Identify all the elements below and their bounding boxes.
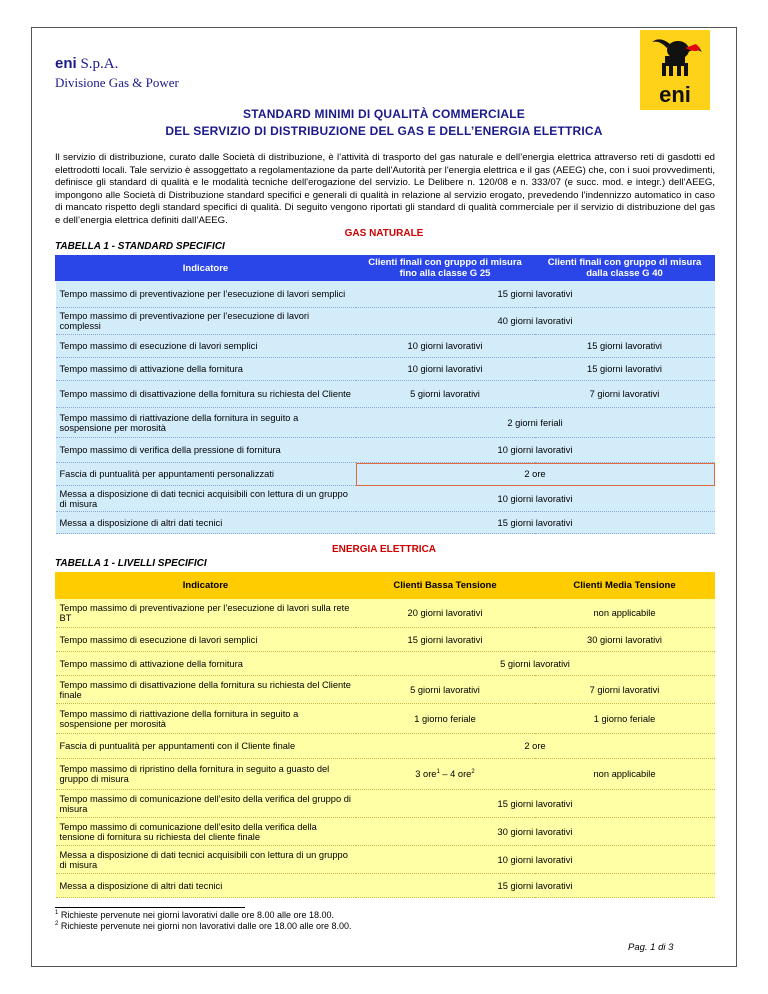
- division-name: Divisione Gas & Power: [55, 75, 179, 90]
- intro-paragraph: Il servizio di distribuzione, curato dalle Società di distribuzione, è l’attività di trasporto del gas naturale e dell’energia elettrica attraverso reti di gasdotti ed elettrodotti locali. Tale servizio è assoggettato a regolamentazione da parte dell'Autorità per l'energia elettrica e il gas (AEEG) che, con i suoi provvedimenti, definisce gli standard di qualità e le modalità tecniche dell'erogazione del servizio. Le Delibere n. 120/08 e n. 333/07 (e succ. mod. e integr.) dell’AEEG, impongono alle Società di Distribuzione standard specifici e generali di qualità in relazione al servizio erogato, prevedendo l’indennizzo automatico in caso di mancato rispetto degli standard specifici di qualità. Di seguito vengono riportati gli standard di qualità commerciale per il servizio di distribuzione del gas e dell’energia elettrica definiti dall’AEEG.: [55, 152, 715, 226]
- doc-title-line2: DEL SERVIZIO DI DISTRIBUZIONE DEL GAS E DELL’ENERGIA ELETTRICA: [165, 124, 603, 138]
- row-value-a: 5 giorni lavorativi: [356, 676, 535, 704]
- table-row: [56, 486, 715, 512]
- gas-table-title: TABELLA 1 - STANDARD SPECIFICI: [55, 241, 225, 252]
- row-value-b: 30 giorni lavorativi: [535, 628, 715, 652]
- row-label: Fascia di puntualità per appuntamenti con il Cliente finale: [56, 734, 356, 759]
- table-row: [56, 512, 715, 534]
- row-label: Tempo massimo di attivazione della fornitura: [56, 358, 356, 381]
- row-label: Tempo massimo di riattivazione della fornitura in seguito a sospensione per morosità: [56, 408, 356, 438]
- row-value-a: 15 giorni lavorativi: [356, 628, 535, 652]
- row-label: Tempo massimo di esecuzione di lavori semplici: [56, 628, 356, 652]
- table-row: [56, 818, 715, 846]
- row-value: 2 giorni feriali: [356, 408, 715, 438]
- company-name: eni S.p.A.: [55, 55, 119, 72]
- table-row: [56, 628, 715, 652]
- table-row: [56, 408, 715, 438]
- table-row: [56, 759, 715, 790]
- page-number: Pag. 1 di 3: [628, 942, 674, 953]
- gas-header-g25: Clienti finali con gruppo di misura fino alla classe G 25: [356, 256, 535, 281]
- row-value: 2 ore: [356, 734, 715, 759]
- el-header-bt: Clienti Bassa Tensione: [356, 573, 535, 599]
- row-value-b: non applicabile: [535, 759, 715, 790]
- table-row: [56, 652, 715, 676]
- gas-section-title: GAS NATURALE: [344, 228, 424, 239]
- el-header-indicator: Indicatore: [56, 573, 356, 599]
- row-value: 15 giorni lavorativi: [356, 874, 715, 898]
- row-label: Tempo massimo di esecuzione di lavori semplici: [56, 335, 356, 358]
- row-value-b: 15 giorni lavorativi: [535, 358, 715, 381]
- table-row: [56, 358, 715, 381]
- row-label: Tempo massimo di preventivazione per l’esecuzione di lavori sulla rete BT: [56, 599, 356, 628]
- row-value-a: 1 giorno feriale: [356, 704, 535, 734]
- electric-table-title: TABELLA 1 - LIVELLI SPECIFICI: [55, 558, 207, 569]
- row-value: 15 giorni lavorativi: [356, 281, 715, 308]
- row-label: Messa a disposizione di altri dati tecnici: [56, 874, 356, 898]
- gas-standards-table: [55, 255, 715, 534]
- table-row: [56, 281, 715, 308]
- table-row: [56, 381, 715, 408]
- row-value-a: 3 ore$^1$ – 4 ore$^2$: [356, 759, 535, 790]
- row-value-b: 7 giorni lavorativi: [535, 676, 715, 704]
- table-row: [56, 308, 715, 335]
- table-row: [56, 734, 715, 759]
- row-value: 5 giorni lavorativi: [356, 652, 715, 676]
- table-row: [56, 599, 715, 628]
- row-value: 15 giorni lavorativi: [356, 790, 715, 818]
- row-value: 10 giorni lavorativi: [356, 438, 715, 463]
- row-label: Tempo massimo di disattivazione della fornitura su richiesta del Cliente: [56, 381, 356, 408]
- svg-text:eni: eni: [659, 82, 691, 107]
- eni-logo: [640, 30, 710, 110]
- row-label: Tempo massimo di ripristino della fornitura in seguito a guasto del gruppo di misura: [56, 759, 356, 790]
- table-row: [56, 704, 715, 734]
- row-value-a: 10 giorni lavorativi: [356, 335, 535, 358]
- row-value-b: 15 giorni lavorativi: [535, 335, 715, 358]
- gas-header-indicator: Indicatore: [56, 256, 356, 281]
- row-value: 30 giorni lavorativi: [356, 818, 715, 846]
- row-label: Tempo massimo di disattivazione della fornitura su richiesta del Cliente finale: [56, 676, 356, 704]
- row-value: 10 giorni lavorativi: [356, 486, 715, 512]
- row-value: 15 giorni lavorativi: [356, 512, 715, 534]
- row-value-a: 10 giorni lavorativi: [356, 358, 535, 381]
- row-label: Tempo massimo di riattivazione della fornitura in seguito a sospensione per morosità: [56, 704, 356, 734]
- footnote-1: $^1$ Richieste pervenute nei giorni lavorativi dalle ore 8.00 alle ore 18.00.: [55, 910, 335, 920]
- footnote-2: $^2$ Richieste pervenute nei giorni non lavorativi dalle ore 18.00 alle ore 8.00.: [55, 921, 352, 931]
- row-value: 40 giorni lavorativi: [356, 308, 715, 335]
- footnote-divider: [55, 907, 245, 908]
- row-value-b: non applicabile: [535, 599, 715, 628]
- table-row: [56, 676, 715, 704]
- row-label: Tempo massimo di attivazione della fornitura: [56, 652, 356, 676]
- table-row: [56, 438, 715, 463]
- table-row: [56, 463, 715, 486]
- el-header-mt: Clienti Media Tensione: [535, 573, 715, 599]
- row-value-a: 5 giorni lavorativi: [356, 381, 535, 408]
- row-label: Fascia di puntualità per appuntamenti personalizzati: [56, 463, 356, 486]
- table-row: [56, 846, 715, 874]
- gas-header-g40: Clienti finali con gruppo di misura dalla classe G 40: [535, 256, 715, 281]
- electric-section-title: ENERGIA ELETTRICA: [331, 544, 437, 555]
- table-row: [56, 790, 715, 818]
- row-value-a: 20 giorni lavorativi: [356, 599, 535, 628]
- row-label: Tempo massimo di comunicazione dell’esito della verifica del gruppo di misura: [56, 790, 356, 818]
- row-value-b: 7 giorni lavorativi: [535, 381, 715, 408]
- table-row: [56, 335, 715, 358]
- row-label: Tempo massimo di verifica della pressione di fornitura: [56, 438, 356, 463]
- row-label: Messa a disposizione di altri dati tecnici: [56, 512, 356, 534]
- row-value: 10 giorni lavorativi: [356, 846, 715, 874]
- doc-title-line1: STANDARD MINIMI DI QUALITÀ COMMERCIALE: [242, 107, 526, 121]
- row-label: Messa a disposizione di dati tecnici acquisibili con lettura di un gruppo di misura: [56, 846, 356, 874]
- row-label: Tempo massimo di preventivazione per l’esecuzione di lavori complessi: [56, 308, 356, 335]
- row-label: Tempo massimo di preventivazione per l’esecuzione di lavori semplici: [56, 281, 356, 308]
- row-label: Messa a disposizione di dati tecnici acquisibili con lettura di un gruppo di misura: [56, 486, 356, 512]
- row-value: 2 ore: [356, 463, 715, 486]
- table-row: [56, 874, 715, 898]
- row-value-b: 1 giorno feriale: [535, 704, 715, 734]
- electric-standards-table: [55, 572, 715, 898]
- row-label: Tempo massimo di comunicazione dell’esito della verifica della tensione di fornitura su richiesta del cliente finale: [56, 818, 356, 846]
